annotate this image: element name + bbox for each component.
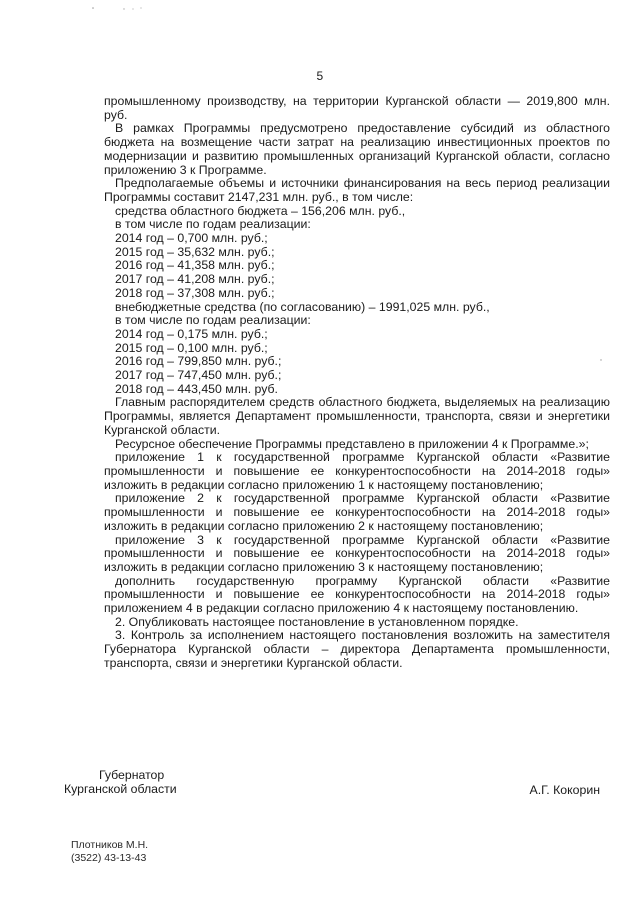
signatory-title xyxy=(64,768,177,796)
list-line: 2015 год – 0,100 млн. руб.; xyxy=(115,340,268,355)
signatory-title-line1: Губернатор xyxy=(99,768,165,782)
document-body xyxy=(104,95,610,671)
list-line: внебюджетные средства (по согласованию) – 1991,025 млн. руб., xyxy=(115,299,490,314)
paragraph: Ресурсное обеспечение Программы представлено в приложении 4 к Программе.»; xyxy=(115,436,589,451)
list-line: 2017 год – 41,208 млн. руб.; xyxy=(115,272,275,287)
list-line: средства областного бюджета – 156,206 млн. руб., xyxy=(115,203,406,218)
paragraph: 2. Опубликовать настоящее постановление в установленном порядке. xyxy=(115,614,519,629)
list-line: 2014 год – 0,175 млн. руб.; xyxy=(115,326,268,341)
paragraph: 3. Контроль за исполнением настоящего постановления возложить на заместителя Губернатора Курганской области – директора Департамента промышленности, транспорта, связи и энергетики Курганской области. xyxy=(104,628,610,670)
list-line: в том числе по годам реализации: xyxy=(115,313,311,328)
signatory-title-line2: Курганской области xyxy=(64,782,177,796)
list-line: 2015 год – 35,632 млн. руб.; xyxy=(115,244,275,259)
executor-contact xyxy=(71,839,148,864)
paragraph: приложение 1 к государственной программе Курганской области «Развитие промышленности и повышение ее конкурентоспособности на 2014-2018 годы» изложить в редакции согласно приложению 1 к настоящему постановлению; xyxy=(104,450,610,492)
list-line: в том числе по годам реализации: xyxy=(115,217,311,232)
list-line: 2016 год – 41,358 млн. руб.; xyxy=(115,258,275,273)
signatory-name: А.Г. Кокорин xyxy=(529,783,600,797)
paragraph: Главным распорядителем средств областного бюджета, выделяемых на реализацию Программы, является Департамент промышленности, транспорта, связи и энергетики Курганской области. xyxy=(104,395,610,437)
paragraph: Предполагаемые объемы и источники финансирования на весь период реализации Программы составит 2147,231 млн. руб., в том числе: xyxy=(104,176,610,204)
list-line: 2014 год – 0,700 млн. руб.; xyxy=(115,231,268,246)
paragraph: дополнить государственную программу Курганской области «Развитие промышленности и повышение ее конкурентоспособности на 2014-2018 годы» приложением 4 в редакции согласно приложению 4 к настоящему постановлению. xyxy=(104,573,610,616)
list-line: 2017 год – 747,450 млн. руб.; xyxy=(115,368,282,383)
list-line: 2016 год – 799,850 млн. руб.; xyxy=(115,354,282,369)
list-line: 2018 год – 443,450 млн. руб. xyxy=(115,381,278,396)
paragraph: приложение 3 к государственной программе Курганской области «Развитие промышленности и повышение ее конкурентоспособности на 2014-2018 годы» изложить в редакции согласно приложению 3 к настоящему постановлению; xyxy=(104,532,610,574)
list-line: 2018 год – 37,308 млн. руб.; xyxy=(115,285,275,300)
paragraph: В рамках Программы предусмотрено предоставление субсидий из областного бюджета на возмещение части затрат на реализацию инвестиционных проектов по модернизации и развитию промышленных организаций Курганской области, согласно приложению 3 к Программе. xyxy=(104,121,610,177)
page-number: 5 xyxy=(316,69,324,83)
paragraph: промышленному производству, на территории Курганской области — 2019,800 млн. руб. xyxy=(104,94,610,122)
executor-name: Плотников М.Н. xyxy=(71,839,149,851)
paragraph: приложение 2 к государственной программе Курганской области «Развитие промышленности и повышение ее конкурентоспособности на 2014-2018 годы» изложить в редакции согласно приложению 2 к настоящему постановлению; xyxy=(104,491,610,533)
executor-phone: (3522) 43-13-43 xyxy=(71,851,147,864)
